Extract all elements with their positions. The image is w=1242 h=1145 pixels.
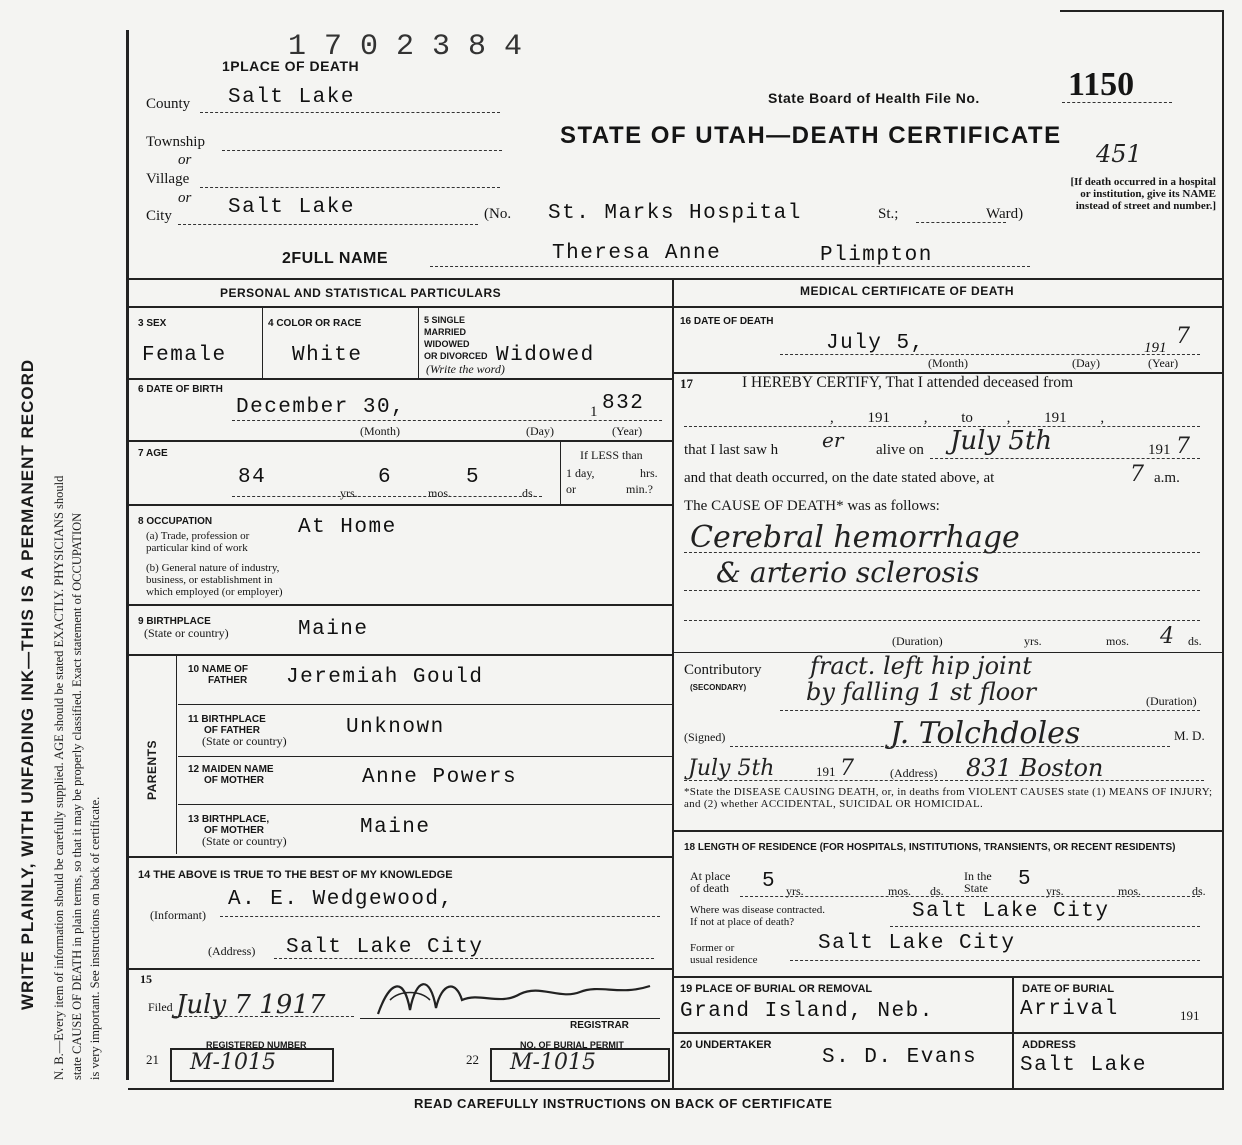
- dob-year-prefix: 1: [590, 404, 598, 420]
- certify-text: I HEREBY CERTIFY, That I attended deceased from: [742, 374, 1074, 391]
- full-name-label: 2FULL NAME: [282, 250, 389, 267]
- death-occurred-text: and that death occurred, on the date stated above, at: [684, 470, 995, 486]
- informant-value: A. E. Wedgewood,: [228, 888, 454, 911]
- min-label: min.?: [626, 482, 653, 496]
- father-label-line1: 10 NAME OF: [188, 664, 249, 675]
- res-place-mos: mos.: [888, 884, 912, 898]
- contracted-value: Salt Lake City: [912, 900, 1110, 923]
- res-state-ds: ds.: [1192, 884, 1206, 898]
- single-option: 5 SINGLE: [424, 315, 466, 325]
- dob-month-caption: (Month): [360, 424, 400, 438]
- occupation-value: At Home: [298, 516, 397, 539]
- age-months: 6: [378, 466, 393, 489]
- at-place-label: [690, 870, 730, 894]
- in-the-line2: State: [964, 881, 988, 895]
- informant-label: (Informant): [150, 908, 206, 922]
- age-label: 7 AGE: [138, 448, 168, 459]
- contributory-line-2: by falling 1 st floor: [806, 678, 1037, 706]
- place-of-death-label: 1PLACE OF DEATH: [222, 58, 360, 74]
- at-place-line1: At place: [690, 869, 731, 883]
- father-name-value: Jeremiah Gould: [286, 666, 484, 689]
- age-days: 5: [466, 466, 481, 489]
- age-mos-unit: mos.: [428, 486, 452, 500]
- street-label: St.;: [878, 206, 899, 222]
- hospital-note: [If death occurred in a hospital or institution, give its NAME instead of street and number.]: [1070, 176, 1216, 212]
- dob-month-day: December 30,: [236, 396, 406, 419]
- informant-address-label: (Address): [208, 944, 256, 958]
- occupation-help-a2: particular kind of work: [146, 542, 248, 554]
- informant-address-value: Salt Lake City: [286, 936, 484, 959]
- county-label: County: [146, 96, 191, 112]
- age-yrs-unit: yrs.: [340, 486, 358, 500]
- stamp-number: 1702384: [288, 30, 541, 64]
- frame-left: [126, 30, 129, 1080]
- contributory-label: Contributory: [684, 662, 762, 678]
- md-label: M. D.: [1174, 728, 1205, 743]
- attended-dates-line: , 191 , to , 191 ,: [830, 410, 1105, 426]
- handwritten-number: 451: [1096, 140, 1142, 168]
- filed-number: 15: [140, 972, 152, 986]
- frame-right: [1222, 10, 1224, 1090]
- at-place-line2: of death: [690, 881, 729, 895]
- date-of-death-year-prefix: 191: [1144, 340, 1167, 356]
- occupation-trade-help: [146, 530, 249, 554]
- dod-month-caption: (Month): [928, 356, 968, 370]
- last-saw-pronoun: er: [822, 428, 844, 452]
- dob-label: 6 DATE OF BIRTH: [138, 384, 223, 395]
- filed-date-value: July 7 1917: [176, 990, 326, 1020]
- street-number-label: (No.: [484, 206, 512, 222]
- permanent-record-notice: WRITE PLAINLY, WITH UNFADING INK—THIS IS A PERMANENT RECORD: [18, 358, 37, 1010]
- father-birthplace-label: [188, 714, 287, 747]
- city-value: Salt Lake: [228, 196, 355, 219]
- registered-number-label: REGISTERED NUMBER: [206, 1040, 307, 1050]
- file-number: 1150: [1068, 66, 1135, 103]
- hospital-value: St. Marks Hospital: [548, 202, 802, 225]
- duration-mos: mos.: [1106, 634, 1130, 648]
- burial-date-value: Arrival: [1020, 998, 1119, 1021]
- mother-bp-line1: 13 BIRTHPLACE,: [188, 814, 270, 825]
- date-of-death-year: 7: [1176, 324, 1190, 349]
- signed-label: (Signed): [684, 730, 726, 744]
- undertaker-address-label: ADDRESS: [1022, 1039, 1076, 1051]
- physician-address-label: (Address): [890, 766, 938, 780]
- mother-bp-line3: (State or country): [202, 834, 287, 848]
- sex-value: Female: [142, 344, 227, 367]
- color-value: White: [292, 344, 363, 367]
- res-state-yrs: yrs.: [1046, 884, 1064, 898]
- in-the-state-label: [964, 870, 992, 894]
- last-saw-text: that I last saw h: [684, 442, 779, 458]
- secondary-label: (SECONDARY): [690, 683, 747, 692]
- former-residence-label: [690, 942, 758, 966]
- frame-top-right: [1060, 10, 1224, 12]
- duration-label: (Duration): [892, 634, 943, 648]
- mother-birthplace-value: Maine: [360, 816, 431, 839]
- dod-day-caption: (Day): [1072, 356, 1100, 370]
- nb-note-line-1: N. B.—Every item of information should be carefully supplied. AGE should be stated EXACTLY. PHYSICIANS should: [52, 475, 66, 1080]
- date-of-death-label: 16 DATE OF DEATH: [680, 316, 774, 327]
- signed-year-digit: 7: [840, 756, 854, 781]
- or-label: or: [178, 152, 192, 168]
- mother-label-line2: OF MOTHER: [204, 775, 264, 786]
- nb-note-line-2: state CAUSE OF DEATH in plain terms, so that it may be properly classified. Exact statement of OCCUPATION: [70, 512, 84, 1080]
- write-the-word: (Write the word): [426, 362, 505, 376]
- registered-number-prefix: 21: [146, 1052, 159, 1067]
- ward-label: Ward): [986, 206, 1024, 222]
- birthplace-label: 9 BIRTHPLACE: [138, 616, 211, 627]
- age-ds-unit: ds.: [522, 486, 536, 500]
- or-min-label: or: [566, 482, 576, 496]
- alive-year-digit: 7: [1176, 434, 1190, 459]
- physician-signature: J. Tolchdoles: [890, 716, 1081, 751]
- personal-heading: PERSONAL AND STATISTICAL PARTICULARS: [220, 286, 502, 300]
- color-label: 4 COLOR OR RACE: [268, 318, 362, 329]
- signed-date: July 5th: [688, 756, 775, 781]
- signed-year: 191: [816, 764, 836, 779]
- county-value: Salt Lake: [228, 86, 355, 109]
- contracted-line2: If not at place of death?: [690, 916, 795, 928]
- father-bp-line2: OF FATHER: [204, 725, 260, 736]
- surname-value: Plimpton: [820, 244, 933, 267]
- margin-instructions: [0, 0, 118, 1145]
- residence-heading: 18 LENGTH OF RESIDENCE (FOR HOSPITALS, INSTITUTIONS, TRANSIENTS, OR RECENT RESIDENTS): [684, 842, 1176, 853]
- physician-address: 831 Boston: [966, 754, 1104, 782]
- certificate-title: STATE OF UTAH—DEATH CERTIFICATE: [560, 122, 1062, 149]
- cause-of-death-line-1: Cerebral hemorrhage: [690, 520, 1020, 555]
- dob-day-caption: (Day): [526, 424, 554, 438]
- residence-state-years: 5: [1018, 868, 1033, 891]
- parents-label: PARENTS: [145, 740, 159, 800]
- cause-footnote: *State the DISEASE CAUSING DEATH, or, in deaths from VIOLENT CAUSES state (1) MEANS OF INJURY; and (2) whether ACCIDENTAL, SUICIDAL OR HOMICIDAL.: [684, 786, 1213, 810]
- duration-days: 4: [1160, 624, 1174, 649]
- nb-note-line-3: is very important. See instructions on back of certificate.: [88, 796, 102, 1080]
- mother-name-label: [188, 764, 274, 786]
- burial-year: 191: [1180, 1008, 1200, 1023]
- or-label: or: [178, 190, 192, 206]
- alive-on-date: July 5th: [950, 426, 1053, 456]
- date-of-death-value: July 5,: [826, 332, 925, 355]
- less-than-label: If LESS than: [580, 448, 643, 462]
- residence-place-years: 5: [762, 870, 777, 893]
- occupation-help-b: (b) General nature of industry,: [146, 562, 280, 574]
- widowed-option: WIDOWED: [424, 339, 470, 349]
- undertaker-value: S. D. Evans: [822, 1046, 978, 1069]
- village-label: Village: [146, 171, 190, 187]
- burial-place-label: 19 PLACE OF BURIAL OR REMOVAL: [680, 983, 873, 995]
- father-label-line2: FATHER: [208, 675, 248, 686]
- certify-number: 17: [680, 376, 693, 391]
- in-the-line1: In the: [964, 869, 992, 883]
- file-number-label: State Board of Health File No.: [768, 90, 980, 106]
- undertaker-address-value: Salt Lake: [1020, 1054, 1147, 1077]
- former-line1: Former or: [690, 942, 735, 954]
- occupation-help-a: (a) Trade, profession or: [146, 530, 250, 542]
- contributory-line-1: fract. left hip joint: [810, 652, 1032, 680]
- divorced-option: OR DIVORCED: [424, 351, 488, 361]
- death-time: 7: [1130, 462, 1144, 487]
- occupation-help-b2: business, or establishment in: [146, 574, 273, 586]
- res-place-yrs: yrs.: [786, 884, 804, 898]
- birthplace-value: Maine: [298, 618, 369, 641]
- occupation-industry-help: [146, 562, 283, 598]
- former-residence-value: Salt Lake City: [818, 932, 1016, 955]
- undertaker-label: 20 UNDERTAKER: [680, 1039, 772, 1051]
- death-time-suffix: a.m.: [1154, 470, 1180, 486]
- father-birthplace-value: Unknown: [346, 716, 445, 739]
- burial-place-value: Grand Island, Neb.: [680, 1000, 934, 1023]
- duration-ds: ds.: [1188, 634, 1202, 648]
- first-names-value: Theresa Anne: [552, 242, 722, 265]
- medical-heading: MEDICAL CERTIFICATE OF DEATH: [800, 284, 1014, 298]
- city-label: City: [146, 208, 172, 224]
- filed-label: Filed: [148, 1000, 173, 1014]
- cause-of-death-text: The CAUSE OF DEATH* was as follows:: [684, 498, 940, 514]
- dod-year-caption: (Year): [1148, 356, 1179, 370]
- registrar-signature: [370, 970, 670, 1020]
- burial-permit-value: M-1015: [510, 1050, 596, 1075]
- mother-label-line1: 12 MAIDEN NAME: [188, 764, 274, 775]
- duration-yrs: yrs.: [1024, 634, 1042, 648]
- occupation-label: 8 OCCUPATION: [138, 516, 213, 527]
- mother-name-value: Anne Powers: [362, 766, 518, 789]
- contracted-label: [690, 904, 825, 928]
- mother-birthplace-label: [188, 814, 287, 847]
- hrs-label: hrs.: [640, 466, 658, 480]
- dob-year: 832: [602, 392, 645, 415]
- marital-value: Widowed: [496, 344, 595, 367]
- father-bp-line3: (State or country): [202, 734, 287, 748]
- father-name-label: [188, 664, 248, 686]
- township-label: Township: [146, 134, 205, 150]
- married-option: MARRIED: [424, 327, 466, 337]
- dob-year-caption: (Year): [612, 424, 643, 438]
- res-place-ds: ds.: [930, 884, 944, 898]
- registrar-label: REGISTRAR: [570, 1020, 629, 1031]
- sex-label: 3 SEX: [138, 318, 167, 329]
- age-years: 84: [238, 466, 267, 489]
- burial-permit-label: NO. OF BURIAL PERMIT: [520, 1040, 624, 1050]
- one-day-label: 1 day,: [566, 466, 595, 480]
- burial-date-label: DATE OF BURIAL: [1022, 983, 1115, 995]
- mother-bp-line2: OF MOTHER: [204, 825, 264, 836]
- alive-year: 191: [1148, 442, 1171, 458]
- birthplace-sub: (State or country): [144, 626, 229, 640]
- burial-permit-prefix: 22: [466, 1052, 479, 1067]
- marital-status-label: [424, 314, 488, 362]
- cause-of-death-line-2: & arterio sclerosis: [716, 556, 980, 589]
- registered-number-value: M-1015: [190, 1050, 276, 1075]
- former-line2: usual residence: [690, 954, 758, 966]
- informant-heading: 14 THE ABOVE IS TRUE TO THE BEST OF MY KNOWLEDGE: [138, 869, 453, 881]
- alive-on-text: alive on: [876, 442, 924, 458]
- duration2-label: (Duration): [1146, 694, 1197, 708]
- footer-instructions: READ CAREFULLY INSTRUCTIONS ON BACK OF CERTIFICATE: [414, 1096, 833, 1111]
- occupation-help-b3: which employed (or employer): [146, 586, 283, 598]
- father-bp-line1: 11 BIRTHPLACE: [188, 714, 266, 725]
- res-state-mos: mos.: [1118, 884, 1142, 898]
- contracted-line1: Where was disease contracted.: [690, 904, 825, 916]
